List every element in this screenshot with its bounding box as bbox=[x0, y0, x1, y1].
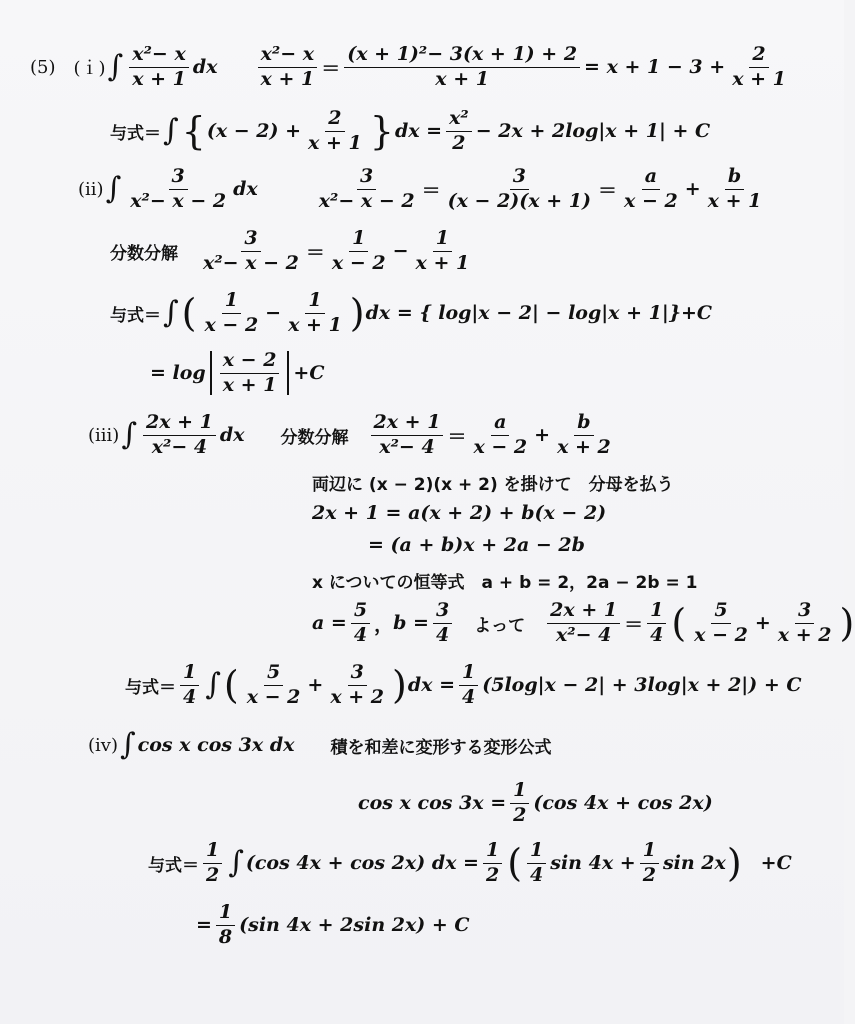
fraction: $\frac{\text{x²− x}}{x + 1}$ bbox=[258, 44, 318, 91]
fraction: $\frac{2}{x + 1}$ bbox=[732, 43, 786, 90]
part-iv-label: (iv) bbox=[88, 734, 118, 756]
fraction: $\frac{1}{x + 1}$ bbox=[415, 227, 470, 274]
fraction: $\frac{1}{2}$ bbox=[203, 840, 222, 887]
expression: (x − 2) + bbox=[206, 120, 302, 143]
fraction: $\frac{b}{x + 1}$ bbox=[707, 165, 762, 212]
part-ii-label: (ii) bbox=[78, 178, 104, 200]
expression: − 2x + 2log|x + 1| + C bbox=[475, 120, 711, 143]
part-ii-line-2: 分数分解 $\frac{3}{\text{x²− x − 2}}$ ＝ $\frac{1}{x - 2}$ − $\frac{1}{x + 1}$ bbox=[110, 228, 476, 275]
integral-sign: ∫ bbox=[163, 113, 179, 149]
part-iii-step-2: 2x + 1 = a(x + 2) + b(x − 2) bbox=[312, 502, 607, 524]
part-iii-step-3: = (a + b)x + 2a − 2b bbox=[368, 534, 585, 556]
part-ii-line-4 bbox=[150, 350, 324, 397]
fraction: $\frac{x - 2}{x + 1}$ bbox=[220, 350, 280, 397]
fraction: $\frac{1}{2}$ bbox=[510, 780, 529, 827]
part-i-line-1: (5) (ｉ) ∫ $\frac{\text{x²− x}}{x + 1}$ dx $\frac{\text{x²− x}}{x + 1}$ ＝ $\frac{\text{(x + 1)²− 3(x + 1) + 2}}{x + 1}$ = x + 1 − 3 + $\frac{2}{x + 1}$ bbox=[30, 44, 793, 91]
expression: +C bbox=[760, 852, 792, 875]
yoshiki-label: 与式＝ bbox=[125, 677, 176, 698]
fraction: $\frac{3}{\text{x²− x − 2}}$ bbox=[203, 227, 299, 274]
part-iii-label: (iii) bbox=[88, 424, 120, 446]
fraction: $\frac{5}{4}$ bbox=[351, 600, 370, 647]
yoshiki-label: 与式＝ bbox=[110, 305, 161, 326]
fraction: $\frac{\text{x²}}{2}$ bbox=[446, 108, 472, 155]
part-iii-step-1: 両辺に (x − 2)(x + 2) を掛けて 分母を払う bbox=[312, 475, 674, 495]
yoshiki-label: 与式＝ bbox=[148, 855, 199, 876]
fraction: $\frac{1}{4}$ bbox=[459, 662, 478, 709]
part-i-line-2: 与式＝ ∫ { (x − 2) + $\frac{2}{x + 1}$ } dx = $\frac{\text{x²}}{2}$ − 2x + 2log|x + 1| + C bbox=[110, 107, 711, 154]
expression: = log bbox=[150, 362, 206, 385]
fraction: $\frac{3}{x + 2}$ bbox=[777, 599, 832, 646]
integral-sign: ∫ bbox=[121, 417, 137, 453]
fraction: $\frac{5}{x - 2}$ bbox=[246, 661, 301, 708]
integral-sign: ∫ bbox=[119, 727, 136, 762]
integral-sign: ∫ bbox=[163, 295, 179, 331]
bunsu-label: 分数分解 bbox=[280, 427, 349, 448]
yotte-label: よって bbox=[474, 615, 526, 636]
fraction: $\frac{1}{2}$ bbox=[640, 840, 659, 887]
fraction: $\frac{\text{(x + 1)²− 3(x + 1) + 2}}{x + 1}$ bbox=[344, 44, 580, 91]
fraction: $\frac{a}{x - 2}$ bbox=[624, 165, 678, 212]
fraction: $\frac{3}{x + 2}$ bbox=[330, 661, 385, 708]
fraction: $\frac{3}{4}$ bbox=[433, 600, 452, 647]
fraction: $\frac{2}{x + 1}$ bbox=[308, 107, 362, 154]
fraction: $\frac{5}{x - 2}$ bbox=[694, 599, 748, 646]
fraction: $\frac{1}{4}$ bbox=[647, 600, 666, 647]
fraction: $\frac{2x + 1}{\text{x²− 4}}$ bbox=[547, 600, 620, 647]
fraction: $\frac{2x + 1}{\text{x²− 4}}$ bbox=[371, 412, 444, 459]
expression: cos x cos 3x = bbox=[358, 792, 507, 815]
fraction: $\frac{3}{\text{x²− x − 2}}$ bbox=[318, 165, 415, 212]
integral-sign: ∫ bbox=[107, 49, 124, 85]
part-i-label: (ｉ) bbox=[73, 58, 106, 80]
fraction: $\frac{1}{x - 2}$ bbox=[331, 227, 386, 274]
yoshiki-label: 与式＝ bbox=[110, 123, 161, 144]
dx: dx bbox=[192, 56, 218, 79]
fraction: $\frac{b}{x + 2}$ bbox=[557, 411, 611, 458]
fraction: $\frac{a}{x - 2}$ bbox=[473, 411, 528, 458]
fraction: $\frac{1}{x + 1}$ bbox=[288, 289, 342, 336]
integral-sign: ∫ bbox=[105, 171, 122, 207]
fraction: $\frac{1}{4}$ bbox=[527, 840, 546, 887]
fraction: $\frac{3}{\text{x²− x − 2}}$ bbox=[130, 165, 227, 212]
part-iv-integral: 与式＝ $\frac{1}{2}$ ∫ (cos 4x + cos 2x) dx = $\frac{1}{2}$ ( $\frac{1}{4}$ sin 4x + $\frac{1}{2}$ sin 2x ) +C bbox=[148, 839, 792, 886]
part-iii-step-4: x についての恒等式 a + b = 2，2a − 2b = 1 bbox=[312, 573, 698, 593]
expression: (cos 4x + cos 2x) bbox=[533, 792, 713, 815]
fraction: $\frac{1}{4}$ bbox=[180, 662, 199, 709]
note-label: 積を和差に変形する変形公式 bbox=[330, 737, 552, 758]
expression: +C bbox=[293, 362, 325, 385]
part-ii-line-3: 与式＝ ∫ ( $\frac{1}{x - 2}$ − $\frac{1}{x + 1}$ ) dx = { log|x − 2| − log|x + 1|}+C bbox=[110, 289, 713, 336]
expression: (sin 4x + 2sin 2x) + C bbox=[239, 914, 470, 937]
part-iv-formula bbox=[358, 780, 713, 827]
expression: sin 4x + bbox=[550, 852, 636, 875]
integral-sign: ∫ bbox=[205, 667, 221, 703]
fraction: $\frac{3}{(x - 2)(x + 1)}$ bbox=[447, 165, 591, 212]
fraction: $\frac{1}{8}$ bbox=[216, 902, 235, 949]
expression: (5log|x − 2| + 3log|x + 2|) + C bbox=[482, 674, 802, 697]
fraction: $\frac{1}{x - 2}$ bbox=[204, 289, 259, 336]
part-ii-line-1: (ii) ∫ $\frac{3}{\text{x²− x − 2}}$ dx $\frac{3}{\text{x²− x − 2}}$ ＝ $\frac{3}{(x - 2)(x + 1)}$ ＝ $\frac{a}{x - 2}$ + $\frac{b}{x + 1}$ bbox=[78, 166, 768, 213]
expression: = x + 1 − 3 + bbox=[584, 56, 726, 79]
part-iii-final: 与式＝ $\frac{1}{4}$ ∫ ( $\frac{5}{x - 2}$ + $\frac{3}{x + 2}$ ) dx = $\frac{1}{4}$ (5log|x − 2| + 3log|x + 2|) + C bbox=[125, 661, 802, 708]
part-iv-line-1 bbox=[88, 727, 552, 762]
fraction: $\frac{1}{2}$ bbox=[483, 840, 502, 887]
fraction: $\frac{2x + 1}{\text{x²− 4}}$ bbox=[143, 412, 216, 459]
part-iii-line-1: (iii) ∫ $\frac{2x + 1}{\text{x²− 4}}$ dx 分数分解 $\frac{2x + 1}{\text{x²− 4}}$ ＝ $\frac{a}{x - 2}$ + $\frac{b}{x + 2}$ bbox=[88, 412, 618, 459]
problem-number: (5) bbox=[30, 56, 56, 78]
expression: cos x cos 3x dx bbox=[137, 734, 295, 756]
part-iv-final bbox=[196, 902, 470, 949]
expression: (cos 4x + cos 2x) dx = bbox=[245, 852, 479, 875]
expression: dx = { log|x − 2| − log|x + 1|}+C bbox=[365, 302, 713, 325]
expression: sin 2x bbox=[662, 852, 726, 875]
part-iii-ab-line: a = $\frac{5}{4}$ ， b = $\frac{3}{4}$ よって $\frac{2x + 1}{\text{x²− 4}}$ ＝ $\frac{1}{4}$ ( $\frac{5}{x - 2}$ + $\frac{3}{x + 2}$ ) bbox=[312, 599, 855, 646]
equals: = bbox=[196, 914, 212, 937]
bunsu-label: 分数分解 bbox=[110, 243, 178, 264]
integral-sign: ∫ bbox=[228, 845, 244, 881]
fraction: $\frac{\text{x²− x}}{x + 1}$ bbox=[129, 44, 189, 91]
